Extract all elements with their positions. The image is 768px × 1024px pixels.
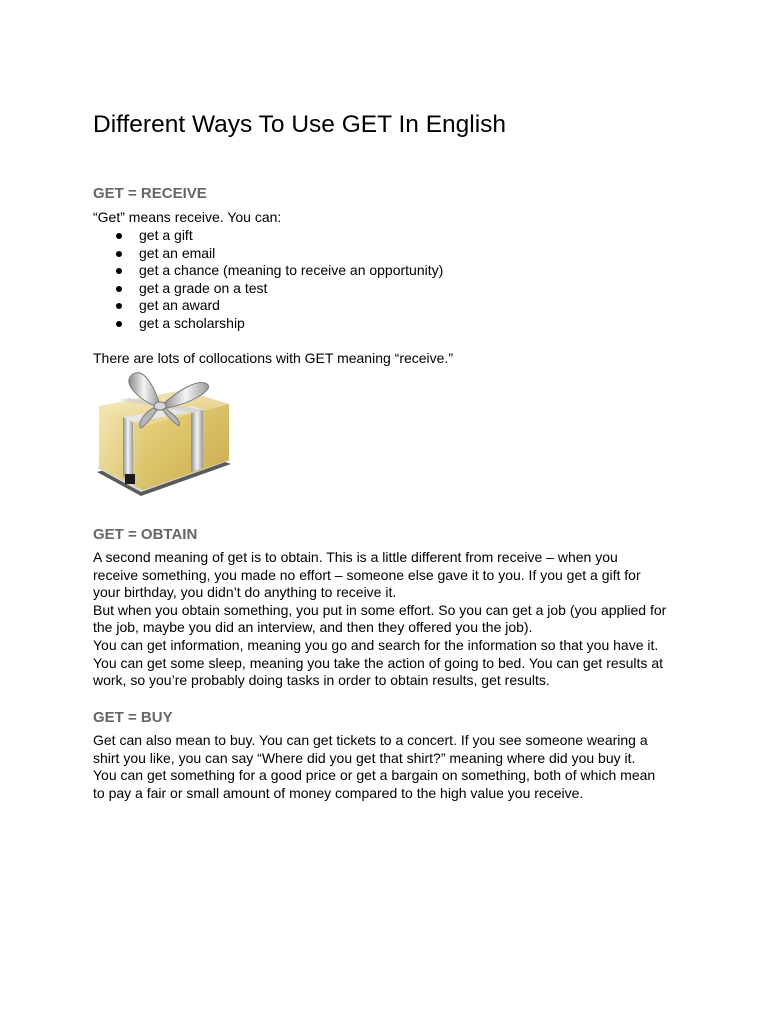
paragraph-line: Get can also mean to buy. You can get tickets to a concert. If you see someone wearing a [93, 732, 648, 748]
bullet-icon [116, 268, 122, 274]
section-heading-buy: GET = BUY [93, 709, 173, 726]
buy-paragraph [93, 732, 693, 802]
list-item-text: get a gift [139, 227, 193, 243]
list-item [93, 280, 443, 298]
paragraph-line: But when you obtain something, you put in some effort. So you can get a job (you applied for [93, 601, 667, 618]
list-item-text: get an award [139, 297, 220, 314]
section-heading-obtain: GET = OBTAIN [93, 526, 198, 543]
paragraph-line: work, so you’re probably doing tasks in order to obtain results, get results. [93, 672, 550, 689]
bullet-icon [116, 303, 122, 309]
paragraph-line: shirt you like, you can say “Where did you get that shirt?” meaning where did you buy it. [93, 749, 636, 766]
list-item-text: get an email [139, 244, 216, 261]
list-item [93, 227, 443, 245]
paragraph-line: to pay a fair or small amount of money compared to the high value you receive. [93, 784, 584, 801]
list-item-text: get a scholarship [139, 314, 245, 331]
bullet-icon [116, 321, 122, 327]
list-item-text: get a chance (meaning to receive an opportunity) [139, 262, 444, 279]
bullet-icon [116, 233, 122, 239]
page-title: Different Ways To Use GET In English [93, 111, 507, 138]
paragraph-line: You can get something for a good price or get a bargain on something, both of which mean [93, 767, 656, 784]
paragraph-line: A second meaning of get is to obtain. This is a little different from receive – when you [93, 549, 618, 565]
paragraph-line: your birthday, you didn’t do anything to receive it. [93, 584, 397, 601]
receive-list [93, 227, 443, 333]
paragraph-line: You can get information, meaning you go and search for the information so that you have it. [93, 636, 659, 653]
bullet-icon [116, 286, 122, 292]
section-heading-receive: GET = RECEIVE [93, 185, 207, 202]
list-item [93, 262, 443, 280]
obtain-paragraph [93, 549, 693, 690]
paragraph-line: receive something, you made no effort – someone else gave it to you. If you get a gift for [93, 566, 641, 583]
paragraph-line: You can get some sleep, meaning you take the action of going to bed. You can get results at [93, 654, 663, 671]
receive-note-text: There are lots of collocations with GET meaning “receive.” [93, 350, 454, 366]
list-item [93, 245, 443, 263]
gift-box-icon [93, 368, 235, 506]
receive-intro-text: “Get” means receive. You can: [93, 209, 282, 225]
list-item [93, 297, 443, 315]
list-item [93, 315, 443, 333]
receive-intro [93, 209, 693, 227]
paragraph-line: the job, maybe you did an interview, and then they offered you the job). [93, 619, 533, 636]
bullet-icon [116, 251, 122, 257]
receive-note [93, 350, 693, 368]
list-item-text: get a grade on a test [139, 279, 268, 296]
